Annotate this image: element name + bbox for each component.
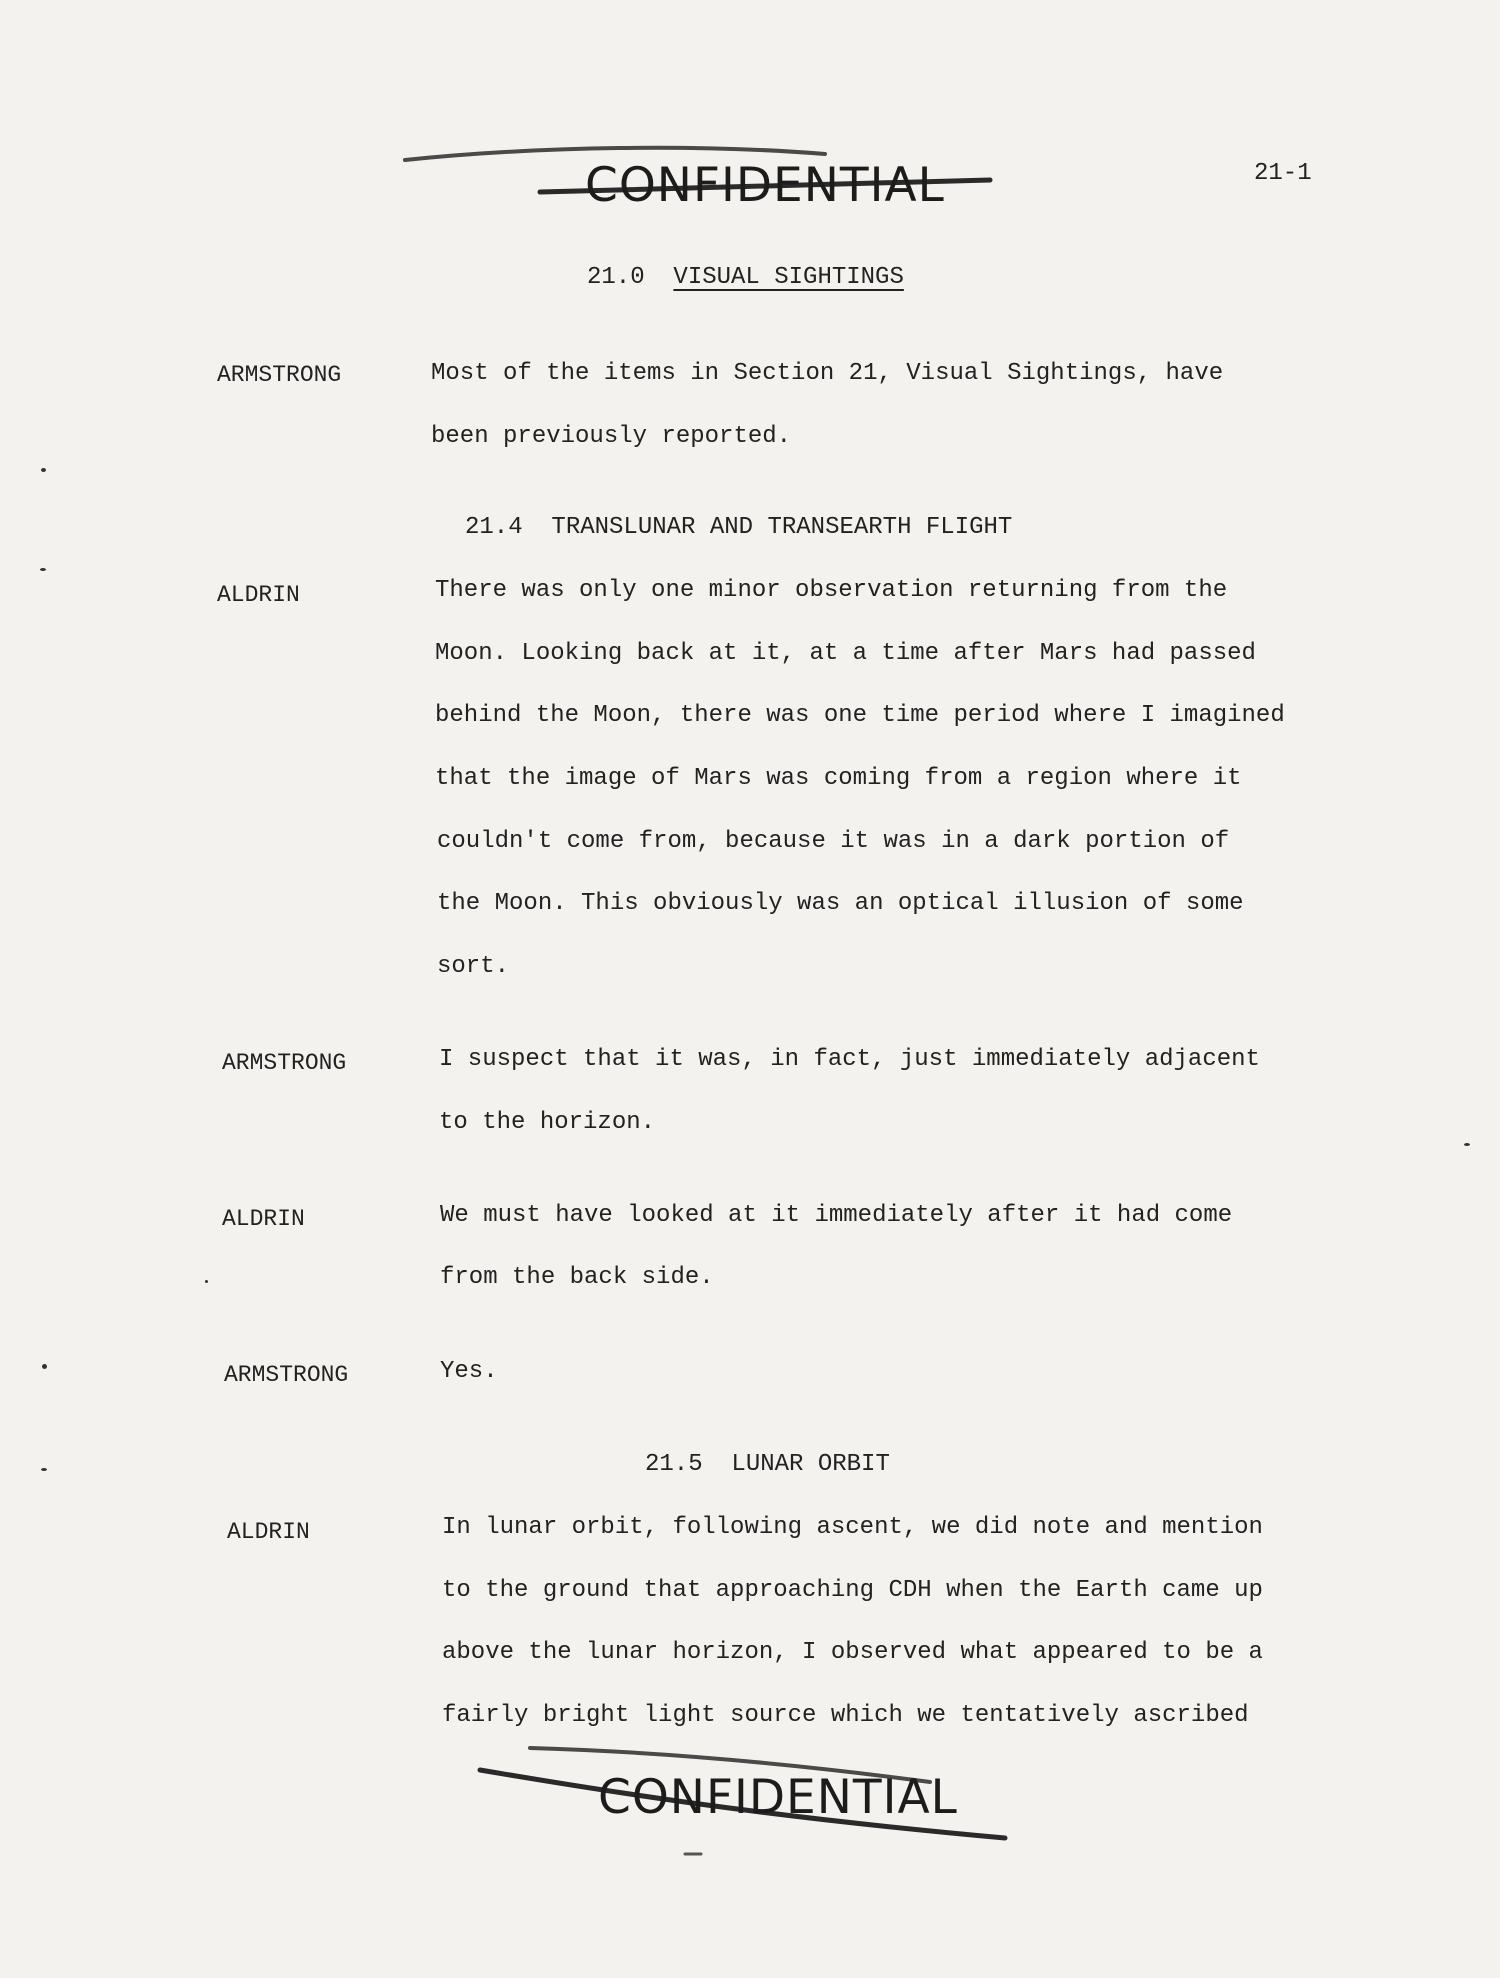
speaker-label: ARMSTRONG <box>222 1050 347 1076</box>
confidential-stamp-top: CONFIDENTIAL <box>585 158 945 213</box>
transcript-line: sort. <box>437 953 510 980</box>
page-number: 21-1 <box>1254 160 1312 187</box>
transcript-line: from the back side. <box>440 1264 714 1291</box>
section-title: VISUAL SIGHTINGS <box>673 264 904 291</box>
speaker-label: ALDRIN <box>222 1206 305 1232</box>
section-heading-21-5 <box>645 1451 890 1478</box>
transcript-line: above the lunar horizon, I observed what appeared to be a <box>442 1639 1263 1666</box>
transcript-line: Moon. Looking back at it, at a time after Mars had passed <box>435 640 1256 667</box>
transcript-line: to the ground that approaching CDH when the Earth came up <box>442 1577 1263 1604</box>
transcript-line: fairly bright light source which we tentatively ascribed <box>442 1702 1249 1729</box>
section-number: 21.0 <box>587 264 645 291</box>
section-title: LUNAR ORBIT <box>731 1451 890 1478</box>
margin-mark <box>42 1364 47 1369</box>
transcript-line: that the image of Mars was coming from a region where it <box>435 765 1242 792</box>
margin-mark <box>205 1280 208 1283</box>
section-heading-21-0 <box>587 264 904 291</box>
margin-mark <box>1464 1143 1470 1146</box>
margin-mark <box>41 1468 47 1471</box>
section-heading-21-4 <box>465 514 1012 541</box>
transcript-line: behind the Moon, there was one time period where I imagined <box>435 702 1285 729</box>
speaker-label: ALDRIN <box>227 1519 310 1545</box>
confidential-stamp-bottom: CONFIDENTIAL <box>598 1770 958 1825</box>
transcript-line: to the horizon. <box>439 1109 656 1136</box>
transcript-line: We must have looked at it immediately after it had come <box>440 1202 1233 1229</box>
transcript-line: couldn't come from, because it was in a dark portion of <box>437 828 1230 855</box>
section-title: TRANSLUNAR AND TRANSEARTH FLIGHT <box>551 514 1013 541</box>
transcript-line: I suspect that it was, in fact, just immediately adjacent <box>439 1046 1260 1073</box>
margin-mark <box>41 468 46 472</box>
section-number: 21.4 <box>465 514 523 541</box>
transcript-line: Yes. <box>440 1358 498 1385</box>
transcript-line: Most of the items in Section 21, Visual Sightings, have <box>431 360 1224 387</box>
section-number: 21.5 <box>645 1451 703 1478</box>
transcript-line: been previously reported. <box>431 423 792 450</box>
margin-mark <box>40 568 46 571</box>
speaker-label: ARMSTRONG <box>224 1362 349 1388</box>
speaker-label: ALDRIN <box>217 582 300 608</box>
speaker-label: ARMSTRONG <box>217 362 342 388</box>
transcript-line: In lunar orbit, following ascent, we did note and mention <box>442 1514 1263 1541</box>
transcript-line: There was only one minor observation returning from the <box>435 577 1228 604</box>
transcript-line: the Moon. This obviously was an optical illusion of some <box>437 890 1244 917</box>
